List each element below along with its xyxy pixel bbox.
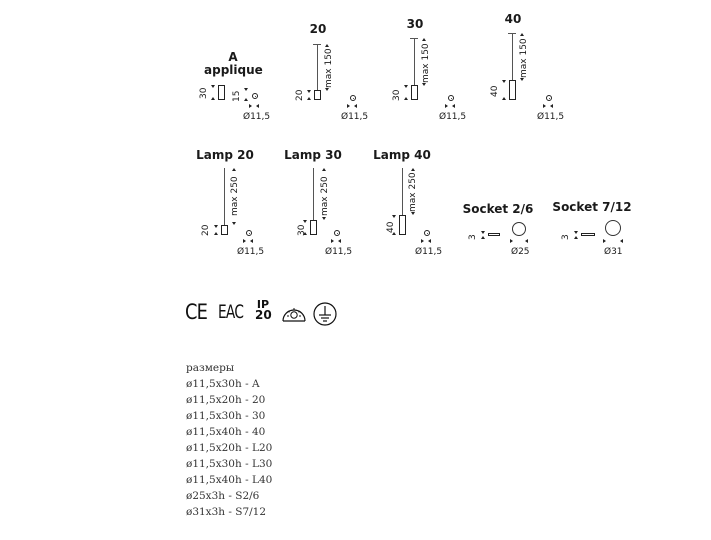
socket-7-12-height: 3 [561,234,571,240]
lamp-30-title: Lamp 30 [284,148,342,162]
pendant-30-diameter: Ø11,5 [439,112,467,122]
dim-arrow [214,232,218,235]
dim-arrow [307,90,311,93]
lamp-30-body [310,220,317,235]
dimension-line: ø11,5x30h - 30 [186,410,266,422]
dim-arrow [354,104,357,108]
socket-2-6-profile [488,233,500,236]
top-view-icon [546,95,552,101]
dim-arrow [520,78,524,81]
pendant-40-title: 40 [504,12,522,26]
dim-arrow [520,33,524,36]
applique-diameter: Ø11,5 [243,112,271,122]
dimension-line: ø11,5x30h - A [186,378,260,390]
dim-arrow [574,236,578,239]
top-view-icon [424,230,430,236]
dim-arrow [452,104,455,108]
pendant-20-height: 20 [295,89,305,101]
dim-arrow [322,217,326,220]
lamp-30-height: 30 [297,224,307,236]
dim-arrow [244,88,248,91]
dim-arrow [211,85,215,88]
socket-7-12-top-view [605,220,621,236]
dim-arrow [502,80,506,83]
lamp-20-body [221,225,228,235]
pendant-40-height: 40 [490,85,500,97]
dim-arrow [404,85,408,88]
dim-arrow [502,97,506,100]
dim-arrow [392,232,396,235]
dim-arrow [411,212,415,215]
top-view-icon [448,95,454,101]
dimension-line: ø11,5x40h - 40 [186,426,266,438]
lamp-40-diameter: Ø11,5 [415,247,443,257]
lamp-20-height: 20 [201,224,211,236]
dim-arrow [550,104,553,108]
dim-arrow [322,168,326,171]
dim-arrow [249,104,252,108]
dimension-line: ø31x3h - S7/12 [186,506,267,518]
ip-label: IP [256,298,270,311]
dim-arrow [421,239,424,243]
pendant-30-title: 30 [406,17,424,31]
dim-arrow [325,88,329,91]
ip-rating [255,299,271,321]
dim-arrow [211,97,215,100]
dimension-line: ø11,5x20h - L20 [186,442,273,454]
dim-arrow [411,168,415,171]
socket-2-6-diameter: Ø25 [511,247,530,257]
cable [224,168,225,225]
dim-arrow [250,239,253,243]
dim-arrow [325,44,329,47]
dimensions-list [186,360,272,520]
dim-arrow [338,239,341,243]
lamp-20-max: max 250 [230,176,240,216]
dim-arrow [574,231,578,234]
dim-arrow [307,97,311,100]
cable [317,45,318,90]
lamp-40-height: 40 [386,221,396,233]
dim-arrow [256,104,259,108]
socket-7-12-profile [581,233,595,236]
cable [402,168,403,215]
pendant-20-body [314,90,321,100]
top-view-icon [350,95,356,101]
dim-arrow [543,104,546,108]
dim-arrow [422,83,426,86]
lamp-30-max: max 250 [320,176,330,216]
dim-arrow [303,232,307,235]
socket-2-6-title: Socket 2/6 [462,202,534,216]
dim-arrow [232,222,236,225]
dim-arrow [347,104,350,108]
pendant-40-diameter: Ø11,5 [537,112,565,122]
ce-mark: CE [185,300,208,324]
pendant-40-body [509,80,516,100]
dim-arrow [232,168,236,171]
socket-7-12-diameter: Ø31 [604,247,623,257]
dim-arrow [244,98,248,101]
pendant-20-max: max 150 [324,48,334,88]
lamp-30-diameter: Ø11,5 [325,247,353,257]
dim-arrow [214,225,218,228]
pendant-30-height: 30 [392,89,402,101]
pendant-30-body [411,85,418,100]
dim-arrow [422,38,426,41]
lamp-40-title: Lamp 40 [373,148,431,162]
dim-arrow [243,239,246,243]
dim-arrow [303,220,307,223]
applique-title-letter: A [228,50,238,64]
dimension-line: ø25x3h - S2/6 [186,490,260,502]
dim-arrow [445,104,448,108]
eac-mark: EAC [218,301,244,323]
lamp-40-max: max 250 [408,172,418,212]
pendant-30-max: max 150 [421,43,431,83]
dim-arrow [603,239,606,243]
pendant-20-title: 20 [309,22,327,36]
cable [414,39,415,85]
dim-arrow [481,236,485,239]
ground-icon [312,301,338,327]
dim-arrow [428,239,431,243]
top-view-icon [246,230,252,236]
dim-arrow [481,231,485,234]
socket-7-12-title: Socket 7/12 [552,200,632,214]
applique-title: applique [204,63,263,77]
pendant-20-diameter: Ø11,5 [341,112,369,122]
top-view-icon [252,93,258,99]
dimension-line: ø11,5x30h - L30 [186,458,273,470]
dim-arrow [620,239,623,243]
cable [512,34,513,80]
applique-height-label: 30 [199,87,209,99]
applique-offset-label: 15 [232,90,242,102]
dimmable-lamp-icon [281,301,307,327]
ip-value: 20 [255,308,272,322]
dimension-line: ø11,5x40h - L40 [186,474,273,486]
top-view-icon [334,230,340,236]
dim-arrow [510,239,513,243]
dim-arrow [404,97,408,100]
socket-2-6-top-view [512,222,526,236]
lamp-40-body [399,215,406,235]
applique-body [218,85,225,100]
lamp-20-title: Lamp 20 [196,148,254,162]
dim-arrow [331,239,334,243]
lamp-20-diameter: Ø11,5 [237,247,265,257]
dimension-line: ø11,5x20h - 20 [186,394,266,406]
socket-2-6-height: 3 [468,234,478,240]
dimensions-heading: размеры [186,362,235,374]
dim-arrow [392,215,396,218]
dim-arrow [525,239,528,243]
pendant-40-max: max 150 [519,38,529,78]
cable [313,168,314,220]
